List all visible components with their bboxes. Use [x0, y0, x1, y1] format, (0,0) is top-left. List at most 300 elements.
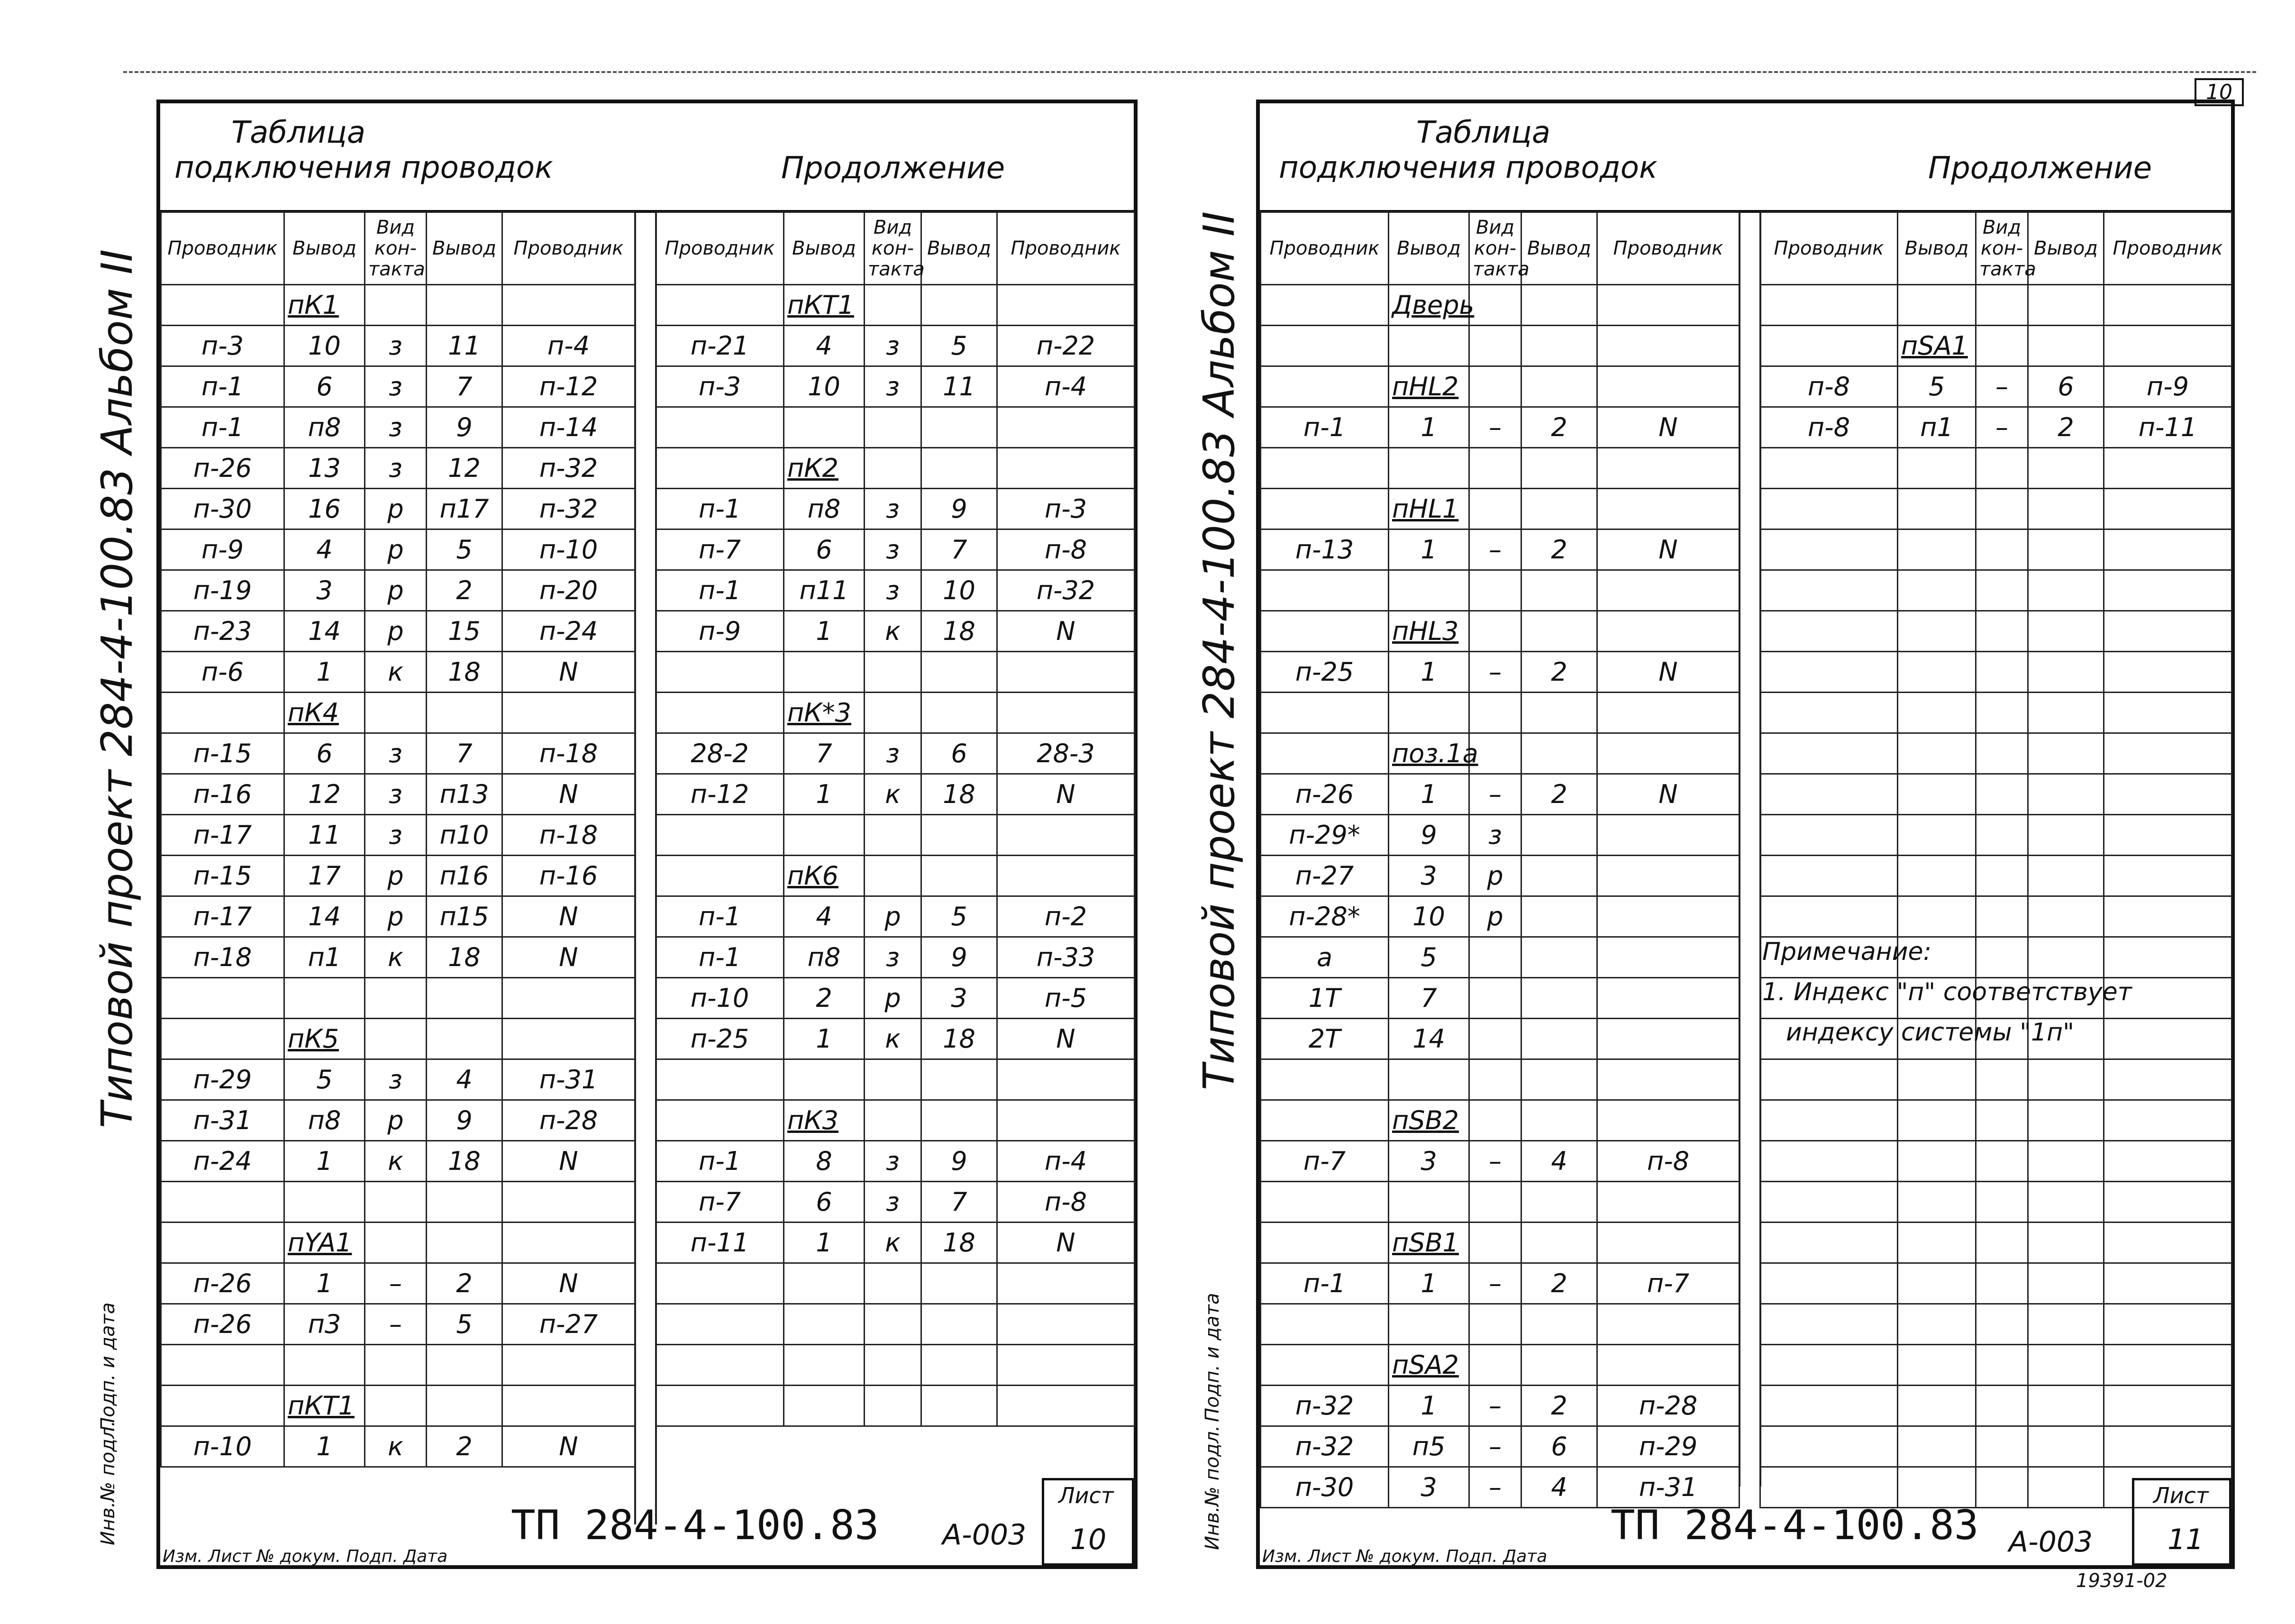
table-cell: 9	[427, 407, 502, 448]
table-row	[656, 1059, 1135, 1100]
empty-row	[656, 1386, 1135, 1426]
table-cell	[284, 978, 365, 1019]
table-cell: 4	[427, 1059, 502, 1100]
table-cell	[997, 1386, 1135, 1426]
table-cell: п-9	[161, 529, 284, 570]
table-cell: п-1	[656, 937, 784, 978]
table-cell	[2028, 1426, 2104, 1467]
table-cell: з	[865, 733, 921, 774]
top-border-line	[123, 71, 2256, 73]
table-row	[656, 326, 1135, 366]
table-cell: 2	[427, 570, 502, 611]
table-cell: –	[1469, 1141, 1521, 1182]
table-cell	[1760, 611, 1898, 652]
table-cell: 4	[784, 896, 865, 937]
table-cell	[1261, 366, 1389, 407]
table-cell	[284, 1345, 365, 1386]
table-cell	[502, 693, 635, 733]
table-cell: N	[1597, 529, 1739, 570]
table-cell: п-29	[1597, 1426, 1739, 1467]
table-cell	[1521, 815, 1597, 856]
table-row	[161, 285, 635, 326]
table-cell: 1	[1389, 652, 1469, 693]
table-row	[656, 407, 1135, 448]
table-cell: п-7	[656, 1182, 784, 1223]
table-cell: 14	[284, 896, 365, 937]
empty-row	[1760, 1059, 2232, 1100]
table-cell	[656, 693, 784, 733]
table-cell: 5	[1898, 366, 1976, 407]
table-row	[161, 407, 635, 448]
title-line-1-right: Таблица	[1416, 115, 1551, 150]
column-header: Проводник	[2104, 212, 2232, 285]
column-header: Вывод	[284, 212, 365, 285]
table-cell: з	[365, 815, 427, 856]
table-cell	[1261, 448, 1389, 489]
table-row	[161, 652, 635, 693]
table-cell: п-32	[502, 448, 635, 489]
table-cell	[2028, 1100, 2104, 1141]
table-cell: п5	[1389, 1426, 1469, 1467]
table-cell: з	[1469, 815, 1521, 856]
table-cell	[1976, 1345, 2028, 1386]
table-cell	[1898, 774, 1976, 815]
table-cell	[1976, 1263, 2028, 1304]
table-cell: р	[365, 611, 427, 652]
column-header: Вывод	[1521, 212, 1597, 285]
table-cell	[2104, 1345, 2232, 1386]
device-label: пSB2	[1389, 1100, 1469, 1141]
table-cell	[2028, 1304, 2104, 1345]
table-cell	[2028, 1223, 2104, 1263]
table-row	[161, 366, 635, 407]
table-cell: N	[502, 774, 635, 815]
device-label: пК1	[284, 285, 365, 326]
table-cell	[1521, 1223, 1597, 1263]
table-cell: 5	[427, 529, 502, 570]
table-cell	[1597, 326, 1739, 366]
table-cell: 12	[427, 448, 502, 489]
table-cell	[656, 1100, 784, 1141]
table-cell: 2	[427, 1263, 502, 1304]
table-cell	[1521, 326, 1597, 366]
table-cell	[1976, 570, 2028, 611]
table-row	[1261, 1345, 1739, 1386]
table-cell	[2028, 856, 2104, 896]
title-line-1: Таблица	[231, 115, 366, 150]
table-cell	[1469, 1100, 1521, 1141]
table-cell: п-3	[161, 326, 284, 366]
table-cell: п-28	[502, 1100, 635, 1141]
table-cell	[2104, 774, 2232, 815]
wires-table-left-a	[160, 211, 636, 1468]
device-label: пК5	[284, 1019, 365, 1059]
empty-row	[1760, 1223, 2232, 1263]
table-cell	[1898, 1263, 1976, 1304]
table-cell	[784, 815, 865, 856]
table-row	[1261, 774, 1739, 815]
table-cell: р	[1469, 896, 1521, 937]
table-cell: к	[865, 1019, 921, 1059]
table-cell: 9	[921, 489, 997, 529]
table-cell	[1898, 1141, 1976, 1182]
wires-table-left-b	[655, 211, 1135, 1427]
table-cell	[997, 448, 1135, 489]
table-cell	[1261, 1345, 1389, 1386]
table-cell: з	[365, 326, 427, 366]
table-cell	[1976, 285, 2028, 326]
note-line-2: индексу системы "1п"	[1786, 1018, 2075, 1047]
table-row	[1760, 285, 2232, 326]
table-cell: п1	[284, 937, 365, 978]
table-cell: N	[502, 652, 635, 693]
table-cell	[2028, 774, 2104, 815]
header-row	[656, 212, 1135, 285]
table-cell: 16	[284, 489, 365, 529]
table-cell	[1898, 733, 1976, 774]
table-cell: N	[997, 1223, 1135, 1263]
table-cell: п-29*	[1261, 815, 1389, 856]
device-label: пНL2	[1389, 366, 1469, 407]
table-cell: п-8	[1760, 366, 1898, 407]
table-cell	[2028, 937, 2104, 978]
table-cell	[1898, 570, 1976, 611]
table-cell: 3	[1389, 1467, 1469, 1508]
top-sheet-number: 10	[2195, 78, 2244, 106]
table-cell: п13	[427, 774, 502, 815]
archive-code: 19391-02	[2076, 1570, 2168, 1592]
continuation-label-left: Продолжение	[781, 151, 1005, 186]
table-cell: 7	[427, 733, 502, 774]
table-cell	[2028, 1059, 2104, 1100]
table-cell: п-8	[997, 1182, 1135, 1223]
table-cell	[502, 1386, 635, 1426]
table-cell: з	[865, 1182, 921, 1223]
table-cell: п-8	[1597, 1141, 1739, 1182]
device-label: пК4	[284, 693, 365, 733]
table-cell: N	[1597, 652, 1739, 693]
table-row	[1261, 611, 1739, 652]
table-row	[656, 856, 1135, 896]
table-cell	[1760, 815, 1898, 856]
table-cell	[656, 652, 784, 693]
table-cell	[1898, 896, 1976, 937]
table-cell: п-1	[656, 1141, 784, 1182]
table-cell: 9	[921, 937, 997, 978]
table-cell	[1469, 1182, 1521, 1223]
table-cell: з	[365, 366, 427, 407]
table-cell	[1521, 937, 1597, 978]
table-cell: п-23	[161, 611, 284, 652]
table-cell: п-5	[997, 978, 1135, 1019]
table-row	[161, 978, 635, 1019]
table-cell	[1597, 1345, 1739, 1386]
device-label: пКТ1	[784, 285, 865, 326]
table-cell: 5	[1389, 937, 1469, 978]
table-cell	[656, 815, 784, 856]
table-cell	[1760, 1059, 1898, 1100]
table-row	[1261, 693, 1739, 733]
table-cell	[1597, 1019, 1739, 1059]
table-cell	[865, 815, 921, 856]
table-cell: п-30	[161, 489, 284, 529]
column-header: Проводник	[997, 212, 1135, 285]
table-cell	[1261, 1059, 1389, 1100]
table-cell: к	[365, 652, 427, 693]
table-cell	[1760, 570, 1898, 611]
table-cell: 18	[427, 652, 502, 693]
title-line-2-right: подключения проводок	[1279, 150, 1658, 185]
table-cell: п-26	[1261, 774, 1389, 815]
table-row	[161, 1426, 635, 1467]
table-cell: N	[502, 896, 635, 937]
table-cell: п8	[284, 1100, 365, 1141]
table-cell: 1	[284, 1141, 365, 1182]
table-cell: к	[365, 1426, 427, 1467]
table-cell: р	[865, 896, 921, 937]
table-cell: 4	[1521, 1467, 1597, 1508]
table-cell	[1597, 693, 1739, 733]
table-cell: п-4	[997, 366, 1135, 407]
table-cell: 1	[284, 1426, 365, 1467]
table-cell: п-6	[161, 652, 284, 693]
table-row	[1261, 1182, 1739, 1223]
device-label: пК2	[784, 448, 865, 489]
table-cell	[2104, 1263, 2232, 1304]
table-cell: п-16	[502, 856, 635, 896]
table-cell	[1521, 896, 1597, 937]
table-cell: п-26	[161, 1263, 284, 1304]
table-cell	[1760, 285, 1898, 326]
table-row	[161, 1345, 635, 1386]
table-row	[161, 1182, 635, 1223]
table-cell	[2104, 937, 2232, 978]
table-cell	[784, 1263, 865, 1304]
table-row	[1261, 815, 1739, 856]
column-header: Вывод	[784, 212, 865, 285]
table-row	[656, 448, 1135, 489]
table-cell	[921, 1263, 997, 1304]
table-cell: 2Т	[1261, 1019, 1389, 1059]
column-header: Проводник	[1760, 212, 1898, 285]
table-cell: 1Т	[1261, 978, 1389, 1019]
table-cell	[1898, 1304, 1976, 1345]
table-cell: 1	[1389, 407, 1469, 448]
table-cell	[502, 1019, 635, 1059]
table-cell: к	[865, 611, 921, 652]
table-cell	[2104, 1019, 2232, 1059]
table-cell	[1898, 652, 1976, 693]
table-cell	[921, 448, 997, 489]
device-label: пК3	[784, 1100, 865, 1141]
table-cell	[365, 693, 427, 733]
table-cell	[1389, 1059, 1469, 1100]
table-cell: 18	[921, 774, 997, 815]
table-cell	[921, 856, 997, 896]
table-row	[656, 978, 1135, 1019]
table-cell: п-15	[161, 733, 284, 774]
side-label-right: Типовой проект 284-4-100.83 Альбом II	[1194, 211, 1244, 1090]
column-header: Проводник	[161, 212, 284, 285]
table-cell	[1389, 326, 1469, 366]
table-cell	[1469, 285, 1521, 326]
table-row	[161, 1059, 635, 1100]
table-cell	[1760, 693, 1898, 733]
table-cell: р	[365, 529, 427, 570]
table-cell: 1	[1389, 1386, 1469, 1426]
table-cell	[427, 978, 502, 1019]
table-cell	[1469, 978, 1521, 1019]
table-cell	[997, 1059, 1135, 1100]
table-row	[656, 1019, 1135, 1059]
table-cell	[1521, 489, 1597, 529]
table-cell: п-7	[1597, 1263, 1739, 1304]
table-cell	[784, 1386, 865, 1426]
table-cell: 28-2	[656, 733, 784, 774]
table-cell	[1976, 1100, 2028, 1141]
table-cell	[2028, 1386, 2104, 1426]
table-cell	[2104, 1059, 2232, 1100]
table-row	[1261, 856, 1739, 896]
table-cell	[1261, 1223, 1389, 1263]
table-cell	[1760, 1182, 1898, 1223]
wires-table-right-a	[1260, 211, 1740, 1508]
table-cell: п-17	[161, 815, 284, 856]
table-cell: 11	[284, 815, 365, 856]
table-cell	[427, 285, 502, 326]
table-row	[1261, 978, 1739, 1019]
empty-row	[1760, 856, 2232, 896]
table-row	[656, 611, 1135, 652]
table-cell	[1469, 611, 1521, 652]
table-cell: п-26	[161, 448, 284, 489]
table-cell	[161, 693, 284, 733]
stamp-code-right: ТП 284-4-100.83	[1611, 1502, 1979, 1549]
table-row	[656, 1182, 1135, 1223]
table-cell	[865, 448, 921, 489]
table-cell	[656, 1304, 784, 1345]
table-row	[656, 937, 1135, 978]
table-cell: 1	[1389, 529, 1469, 570]
header-row	[1760, 212, 2232, 285]
table-cell	[1898, 1059, 1976, 1100]
table-row	[1261, 1223, 1739, 1263]
table-row	[656, 529, 1135, 570]
table-cell: п-1	[161, 366, 284, 407]
table-cell: 15	[427, 611, 502, 652]
table-cell	[1521, 978, 1597, 1019]
table-cell: 10	[784, 366, 865, 407]
table-cell	[1597, 733, 1739, 774]
table-cell	[2104, 1304, 2232, 1345]
table-cell	[2104, 1223, 2232, 1263]
table-cell	[2028, 1141, 2104, 1182]
device-label: пSA1	[1898, 326, 1976, 366]
table-row	[1261, 937, 1739, 978]
table-cell	[656, 1345, 784, 1386]
table-cell: 14	[284, 611, 365, 652]
table-cell	[161, 1223, 284, 1263]
column-header: Вывод	[2028, 212, 2104, 285]
table-cell	[921, 1100, 997, 1141]
table-cell: п-8	[997, 529, 1135, 570]
table-cell: п-4	[502, 326, 635, 366]
empty-row	[1760, 1182, 2232, 1223]
table-cell	[1976, 326, 2028, 366]
table-cell	[1976, 1141, 2028, 1182]
table-cell: з	[365, 407, 427, 448]
table-row	[1261, 1100, 1739, 1141]
empty-row	[656, 1263, 1135, 1304]
column-header: Вид кон- такта	[1469, 212, 1521, 285]
table-cell	[656, 1059, 784, 1100]
table-cell: 2	[784, 978, 865, 1019]
table-cell	[1976, 815, 2028, 856]
table-cell	[784, 1304, 865, 1345]
table-cell	[1261, 489, 1389, 529]
table-cell	[1760, 1100, 1898, 1141]
side-inv-label-right: Инв.№ подл.	[1202, 1425, 1223, 1550]
table-cell: 4	[284, 529, 365, 570]
table-cell	[1261, 1100, 1389, 1141]
table-cell: п-8	[1760, 407, 1898, 448]
table-cell	[1389, 448, 1469, 489]
table-cell: 6	[784, 529, 865, 570]
table-row	[1261, 529, 1739, 570]
table-cell: п-13	[1261, 529, 1389, 570]
table-cell: п16	[427, 856, 502, 896]
table-cell	[1521, 366, 1597, 407]
table-cell: 5	[921, 326, 997, 366]
table-cell: п-27	[1261, 856, 1389, 896]
table-cell	[656, 856, 784, 896]
table-cell	[1760, 448, 1898, 489]
table-cell	[1898, 1100, 1976, 1141]
table-cell: п-30	[1261, 1467, 1389, 1508]
table-cell: з	[365, 448, 427, 489]
table-cell: п-31	[502, 1059, 635, 1100]
table-cell	[656, 407, 784, 448]
table-row	[161, 448, 635, 489]
empty-row	[1760, 1386, 2232, 1426]
table-cell	[921, 1059, 997, 1100]
table-cell: п-10	[656, 978, 784, 1019]
wires-table-right-b	[1759, 211, 2232, 1508]
table-row	[161, 326, 635, 366]
table-cell: п-1	[656, 570, 784, 611]
table-cell	[427, 1182, 502, 1223]
table-cell: п8	[784, 937, 865, 978]
table-cell: 3	[284, 570, 365, 611]
table-cell: 10	[921, 570, 997, 611]
table-row	[656, 489, 1135, 529]
table-cell: 2	[1521, 774, 1597, 815]
table-cell	[1469, 448, 1521, 489]
table-cell	[1976, 1386, 2028, 1426]
table-cell	[997, 285, 1135, 326]
table-cell: п-3	[997, 489, 1135, 529]
table-cell	[1898, 1426, 1976, 1467]
table-cell: п-11	[656, 1223, 784, 1263]
empty-row	[1760, 1345, 2232, 1386]
empty-row	[1760, 611, 2232, 652]
table-row	[161, 1304, 635, 1345]
table-cell	[2104, 652, 2232, 693]
table-cell: а	[1261, 937, 1389, 978]
table-cell	[1760, 733, 1898, 774]
table-cell: п-20	[502, 570, 635, 611]
table-cell: 11	[427, 326, 502, 366]
